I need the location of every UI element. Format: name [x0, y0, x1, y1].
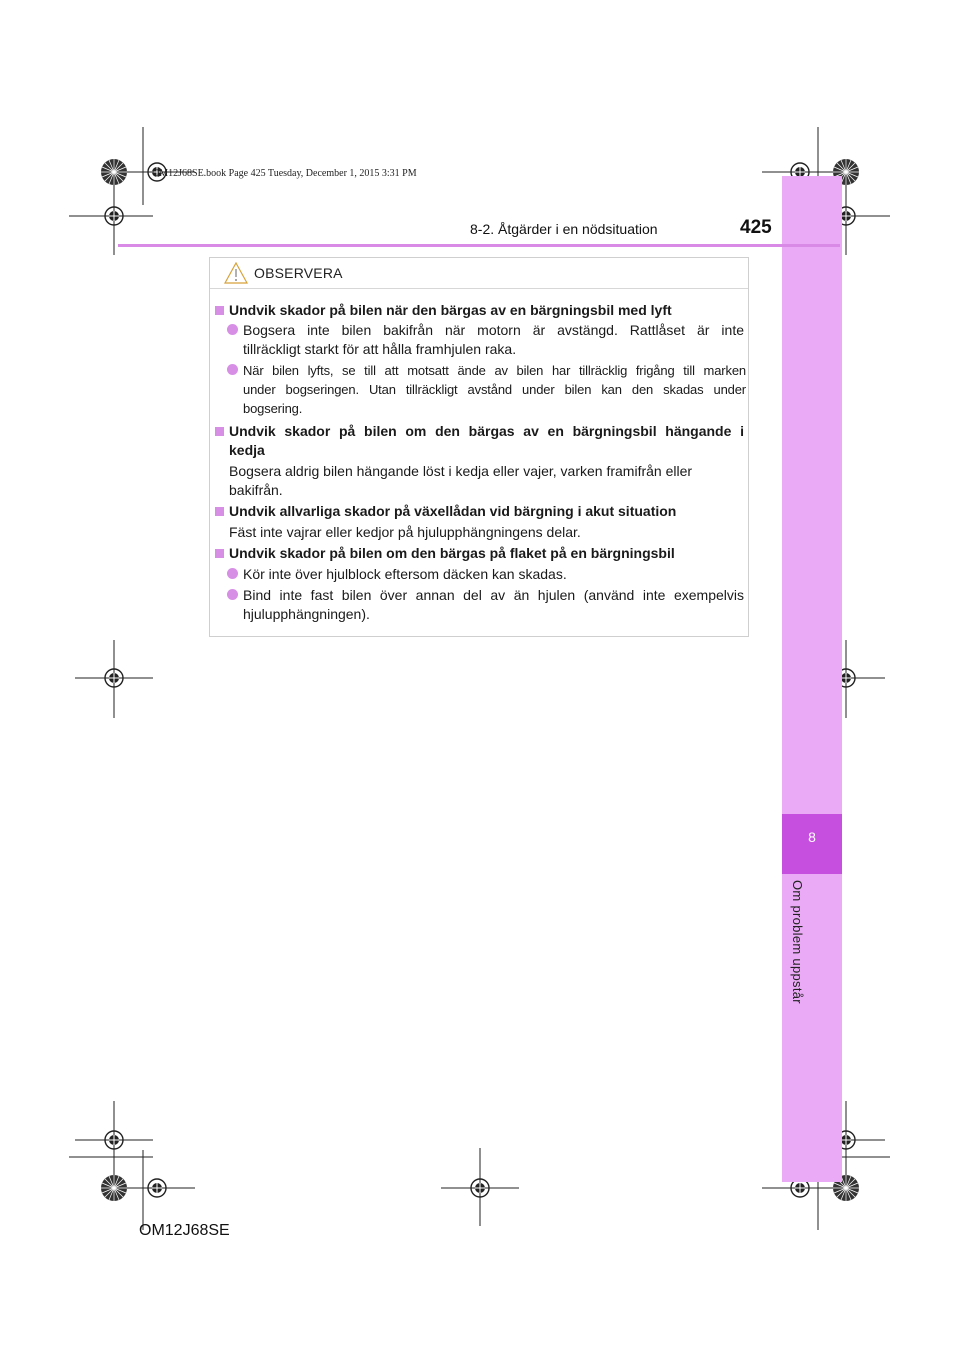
chapter-number: 8 — [808, 829, 816, 845]
book-header: OM12J68SE.book Page 425 Tuesday, December 1, 2015 3:31 PM — [152, 168, 417, 179]
caution-header — [210, 258, 748, 289]
bullet-text-line: bogsering. — [243, 401, 303, 416]
item-heading: Undvik skador på bilen om den bärgas av en bärgningsbil hängande i — [229, 423, 744, 439]
bullet-text-line: Kör inte över hjulblock eftersom däcken kan skadas. — [243, 566, 567, 582]
round-bullet-icon — [227, 589, 238, 600]
item-text-line: bakifrån. — [229, 482, 283, 498]
document-id: OM12J68SE — [139, 1222, 230, 1239]
warning-triangle-icon — [224, 262, 248, 284]
caution-box — [209, 257, 749, 637]
caution-title: OBSERVERA — [254, 265, 343, 281]
item-heading: Undvik skador på bilen när den bärgas av en bärgningsbil med lyft — [229, 302, 672, 318]
item-text: Fäst inte vajrar eller kedjor på hjulupphängningens delar. — [229, 524, 581, 540]
header-rule — [118, 244, 840, 247]
bullet-text-line: hjulupphängningen). — [243, 606, 370, 622]
round-bullet-icon — [227, 364, 238, 375]
square-bullet-icon — [215, 306, 224, 315]
bullet-text-line: under bogseringen. Utan tillräckligt avstånd under bilen kan den skadas under — [243, 382, 746, 397]
bullet-text-line: Bogsera inte bilen bakifrån när motorn är avstängd. Rattlåset är inte — [243, 322, 744, 338]
starburst-target-icon — [101, 159, 127, 185]
bullet-text-line: När bilen lyfts, se till att motsatt ände av bilen har tillräcklig frigång till marken — [243, 363, 746, 378]
chapter-side-tab — [782, 176, 842, 1182]
chapter-label: Om problem uppstår — [790, 880, 805, 1004]
round-bullet-icon — [227, 568, 238, 579]
bullet-text-line: tillräckligt starkt för att hålla framhjulen raka. — [243, 341, 517, 357]
square-bullet-icon — [215, 507, 224, 516]
square-bullet-icon — [215, 427, 224, 436]
item-heading: Undvik skador på bilen om den bärgas på flaket på en bärgningsbil — [229, 545, 675, 561]
item-heading: kedja — [229, 442, 265, 458]
bullet-text-line: Bind inte fast bilen över annan del av än hjulen (använd inte exempelvis — [243, 587, 744, 603]
round-bullet-icon — [227, 324, 238, 335]
item-text-line: Bogsera aldrig bilen hängande löst i kedja eller vajer, varken framifrån eller — [229, 463, 693, 479]
chapter-number-box — [782, 814, 842, 874]
starburst-target-icon — [101, 1175, 127, 1201]
page-number: 425 — [740, 217, 772, 238]
item-heading: Undvik allvarliga skador på växellådan vid bärgning i akut situation — [229, 503, 677, 519]
square-bullet-icon — [215, 549, 224, 558]
section-title: 8-2. Åtgärder i en nödsituation — [470, 221, 658, 237]
